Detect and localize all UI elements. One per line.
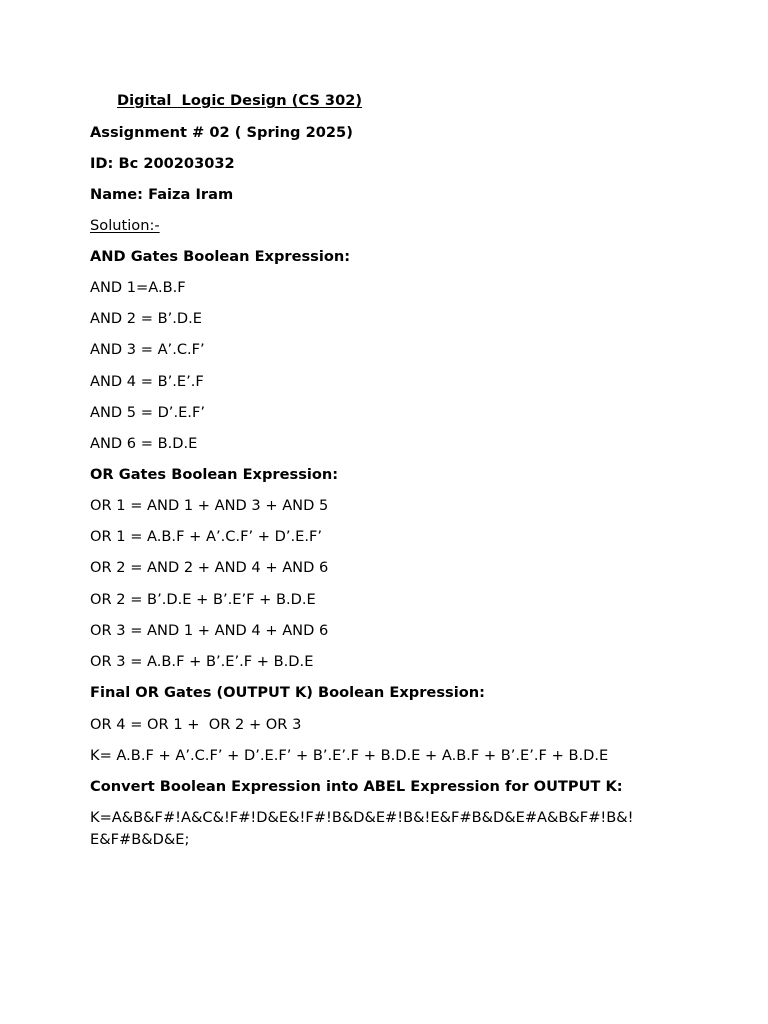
or-expression: OR 1 = AND 1 + AND 3 + AND 5 (90, 497, 329, 514)
student-name: Name: Faiza Iram (90, 186, 234, 203)
solution-label: Solution:- (90, 217, 160, 234)
and-expression: AND 2 = B’.D.E (90, 310, 202, 327)
abel-heading: Convert Boolean Expression into ABEL Expression for OUTPUT K: (90, 778, 623, 795)
output-k-expression: K= A.B.F + A’.C.F’ + D’.E.F’ + B’.E’.F + B.D.E + A.B.F + B’.E’.F + B.D.E (90, 747, 609, 764)
or-expression: OR 3 = AND 1 + AND 4 + AND 6 (90, 622, 329, 639)
or-expression: OR 1 = A.B.F + A’.C.F’ + D’.E.F’ (90, 528, 323, 545)
and-expression: AND 5 = D’.E.F’ (90, 404, 205, 421)
and-expression: AND 4 = B’.E’.F (90, 373, 204, 390)
student-id: ID: Bc 200203032 (90, 155, 235, 172)
abel-expression-line-1: K=A&B&F#!A&C&!F#!D&E&!F#!B&D&E#!B&!E&F#B&D&E#A&B&F#!B&! (90, 809, 634, 826)
and-gates-heading: AND Gates Boolean Expression: (90, 248, 351, 265)
and-expression: AND 1=A.B.F (90, 279, 186, 296)
abel-expression-line-2: E&F#B&D&E; (90, 831, 190, 848)
or-expression: OR 2 = AND 2 + AND 4 + AND 6 (90, 559, 329, 576)
or-expression: OR 3 = A.B.F + B’.E’.F + B.D.E (90, 653, 314, 670)
final-or-expression: OR 4 = OR 1 + OR 2 + OR 3 (90, 716, 302, 733)
course-title: Digital Logic Design (CS 302) (117, 92, 363, 109)
and-expression: AND 3 = A’.C.F’ (90, 341, 205, 358)
or-gates-heading: OR Gates Boolean Expression: (90, 466, 339, 483)
and-expression: AND 6 = B.D.E (90, 435, 198, 452)
assignment-title: Assignment # 02 ( Spring 2025) (90, 124, 353, 141)
or-expression: OR 2 = B’.D.E + B’.E’F + B.D.E (90, 591, 316, 608)
final-or-heading: Final OR Gates (OUTPUT K) Boolean Expression: (90, 684, 485, 701)
